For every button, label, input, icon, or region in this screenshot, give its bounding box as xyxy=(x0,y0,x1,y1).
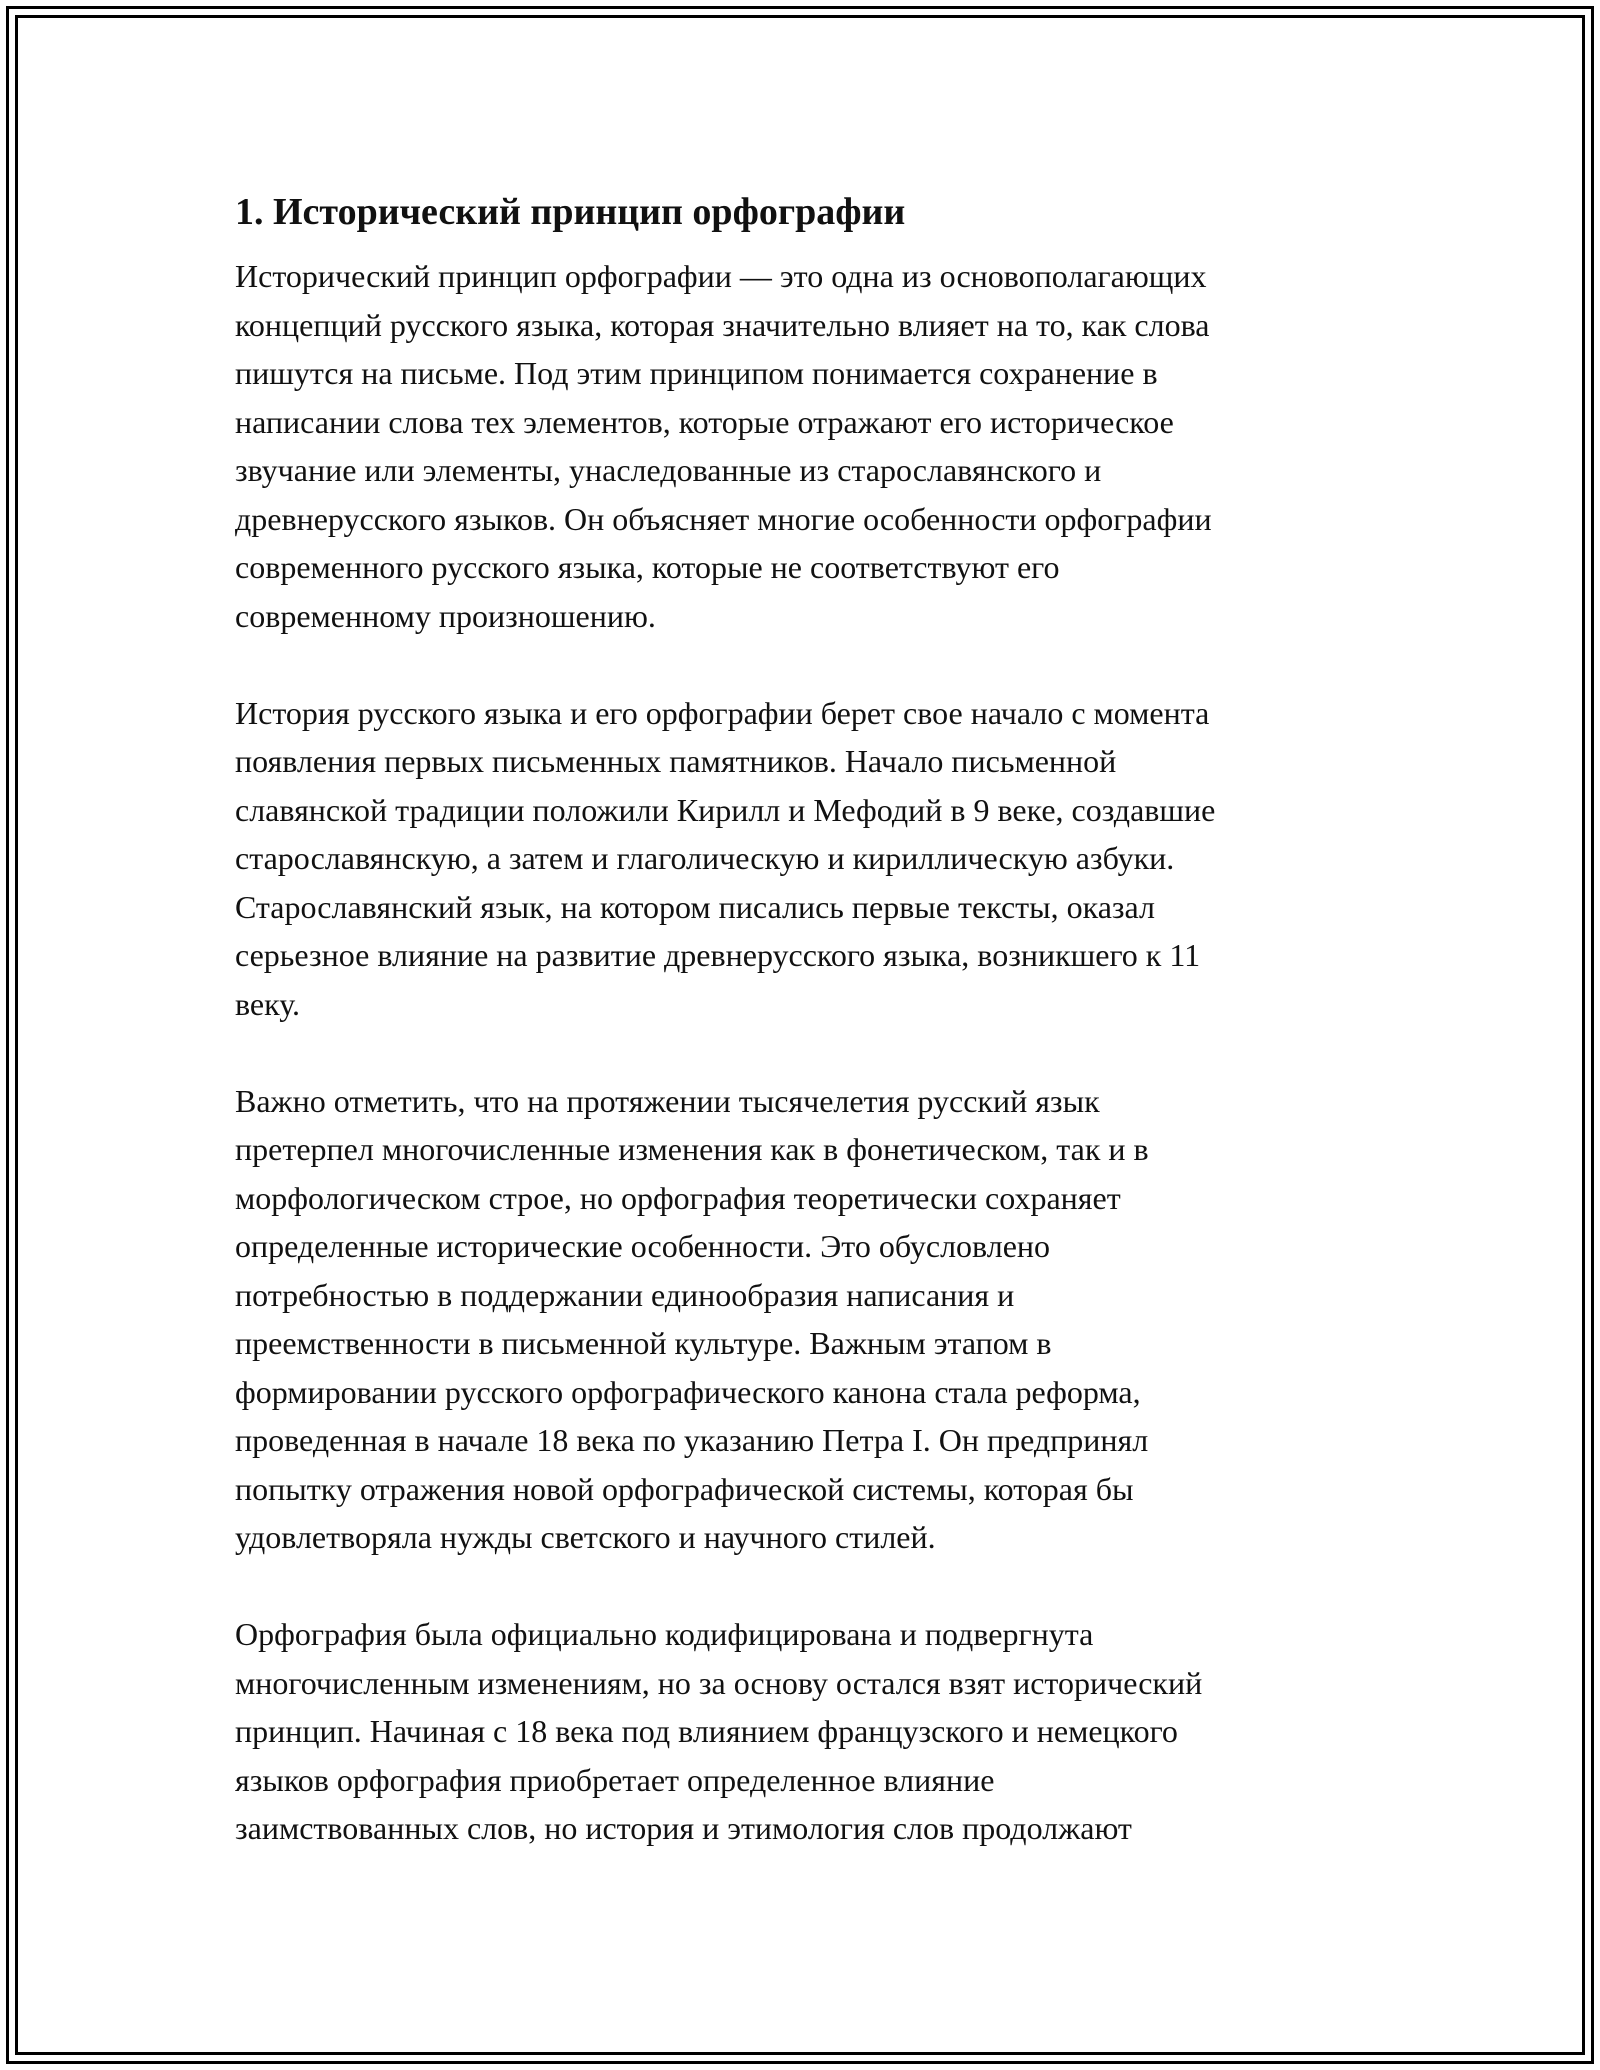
paragraph-line: заимствованных слов, но история и этимология слов продолжают xyxy=(235,1810,1132,1846)
paragraph-line: преемственности в письменной культуре. Важным этапом в xyxy=(235,1325,1052,1361)
paragraph-line: славянской традиции положили Кирилл и Мефодий в 9 веке, создавшие xyxy=(235,791,1216,828)
paragraph xyxy=(235,689,1375,1029)
paragraph-line: пишутся на письме. Под этим принципом понимается сохранение в xyxy=(235,355,1158,391)
paragraph-line: Орфография была официально кодифицирована и подвергнута xyxy=(235,1616,1094,1652)
paragraph-line: претерпел многочисленные изменения как в фонетическом, так и в xyxy=(235,1131,1149,1167)
paragraph-line: старославянскую, а затем и глаголическую и кириллическую азбуки. xyxy=(235,840,1175,876)
paragraph-line: формировании русского орфографического канона стала реформа, xyxy=(235,1373,1141,1410)
paragraph-line: серьезное влияние на развитие древнерусского языка, возникшего к 11 xyxy=(235,937,1201,973)
paragraph-line: написании слова тех элементов, которые отражают его историческое xyxy=(235,403,1174,440)
paragraph-line: попытку отражения новой орфографической системы, которая бы xyxy=(235,1470,1134,1507)
paragraph xyxy=(235,1610,1375,1853)
paragraph-line: современному произношению. xyxy=(235,597,656,634)
paragraph-line: удовлетворяла нужды светского и научного стилей. xyxy=(235,1519,936,1555)
document-body xyxy=(235,186,1375,1901)
paragraph-line: концепций русского языка, которая значительно влияет на то, как слова xyxy=(235,306,1210,343)
paragraph-line: появления первых письменных памятников. Начало письменной xyxy=(235,743,1117,779)
paragraphs-container xyxy=(235,252,1375,1853)
paragraph-line: проведенная в начале 18 века по указанию Петра I. Он предпринял xyxy=(235,1422,1149,1458)
paragraph-line: История русского языка и его орфографии берет свое начало с момента xyxy=(235,694,1210,731)
paragraph xyxy=(235,1077,1375,1562)
paragraph-line: древнерусского языков. Он объясняет многие особенности орфографии xyxy=(235,500,1212,537)
paragraph-line: многочисленным изменениям, но за основу остался взят исторический xyxy=(235,1664,1203,1701)
paragraph-line: принцип. Начиная с 18 века под влиянием французского и немецкого xyxy=(235,1713,1178,1749)
paragraph-line: Исторический принцип орфографии — это одна из основополагающих xyxy=(235,258,1207,294)
paragraph-line: потребностью в поддержании единообразия написания и xyxy=(235,1276,1015,1313)
section-heading: 1. Исторический принцип орфографии xyxy=(235,191,906,233)
paragraph xyxy=(235,252,1375,640)
paragraph-line: языков орфография приобретает определенное влияние xyxy=(235,1761,995,1798)
paragraph-line: веку. xyxy=(235,985,301,1022)
paragraph-line: Старославянский язык, на котором писались первые тексты, оказал xyxy=(235,888,1155,925)
paragraph-line: звучание или элементы, унаследованные из старославянского и xyxy=(235,452,1102,488)
paragraph-line: Важно отметить, что на протяжении тысячелетия русский язык xyxy=(235,1082,1100,1119)
paragraph-line: определенные исторические особенности. Это обусловлено xyxy=(235,1228,1051,1264)
paragraph-line: морфологическом строе, но орфография теоретически сохраняет xyxy=(235,1179,1121,1216)
paragraph-line: современного русского языка, которые не соответствуют его xyxy=(235,549,1060,585)
